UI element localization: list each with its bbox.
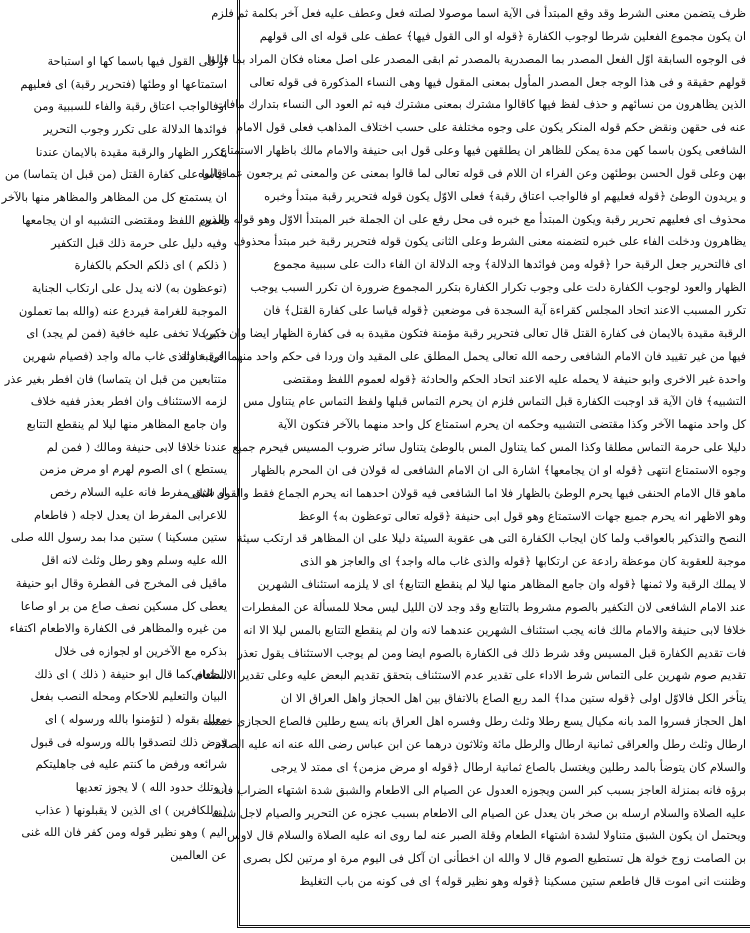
margin-line: يستطع ) اى الصوم لهرم او مرض مزمن: [39, 462, 227, 477]
main-line: تقديم صوم شهرين على التماس شرط الاداء على تقدير عدم الاستئناف بتحقق تقديم البعض عليه وعلى تقدير الاستئناف: [191, 668, 746, 683]
margin-line: عندنا خلافا لابى حنيفة ومالك ( فمن لم: [46, 439, 227, 454]
margin-line: اوفالواجب اعتاق رقبة والفاء للسببية ومن: [33, 99, 227, 114]
main-line: عليه الصلاة والسلام ارسله بن صخر بان يعدل عن الصيام الى الاطعام بسبب عجزه عن التحرير والصيام لاجل شبقه: [211, 805, 746, 820]
main-line: فات تقديم الكفارة قبل المسيس وقد شرط ذلك فى الكفارة بالصوم ايضا ومن لم يوجب الاستئناف يقول تعذر: [237, 645, 746, 660]
main-line: ماهو قال الامام الحنفى فيها يحرم الوطئ بالظهار فلا اما الشافعى فيه قولان احدهما انه يحرم الجماع فقط والقول الثانى: [186, 485, 746, 500]
margin-line: متتابعين من قبل ان يتماسا) فان افطر بغير عذر: [4, 371, 227, 386]
main-line: وجوه الاستمتاع انتهى ﴿قوله او ان يجامعها﴾ اشارة الى ان الامام الشافعى له قولان فى ان المحرم بالظهار: [251, 462, 746, 477]
margin-line: لعموم اللفظ ومقتضى التشبيه او ان يجامعها: [21, 212, 227, 227]
main-line: اى فالتحرير جعل الرقبة حرا ﴿قوله ومن فوائدها الدلالة﴾ وجه الدلالة ان الفاء دالت على سببية مجموع: [273, 257, 746, 272]
margin-line: البيان والتعليم للاحكام ومحله النصب بفعل: [30, 689, 227, 704]
margin-line: الطعام كما قال ابو حنيفة ( ذلك ) اى ذلك: [34, 666, 227, 681]
margin-line: الرقبة والذى غاب ماله واجد (فصيام شهرين: [22, 348, 227, 363]
margin-line: ( وللكافرين ) اى الذين لا يقبلونها ( عذاب: [35, 802, 227, 817]
main-line: عند الامام الشافعى لان التكفير بالصوم مشروط بالتتابع وقد وجد لان الليل ليس محلا للمسألة عن المفطرات: [241, 599, 746, 614]
margin-line: فوائدها الدلالة على تكرر وجوب التحرير: [43, 122, 227, 137]
margin-line: معلل بقوله ( لتؤمنوا بالله ورسوله ) اى: [44, 711, 227, 726]
main-line: عنه فى حقهن ونقض حكم قوله المنكر يكون على وجوه مختلفة على حسب اختلاف المذاهب فعلى قول الامام: [235, 120, 746, 135]
margin-line: فرض ذلك لتصدقوا بالله ورسوله فى قبول: [30, 734, 227, 749]
margin-line: من غيره والمظاهر فى الكفارة والاطعام اكتفاء: [9, 621, 227, 636]
main-line: خلافا لابى حنيفة والامام مالك فانه يجب استئناف الشهرين عندهما لانه وان لم ينقطع التتابع بالمس ليلا الا انه: [243, 622, 746, 637]
margin-line: يعطى كل مسكين نصف صاع من بر او صاعا: [20, 598, 227, 613]
margin-line: للاعرابى المفرط ان يعدل لاجله ( فاطعام: [33, 507, 227, 522]
main-line: قولهم حقيقة و فى هذا الوجه جعل المصدر المأول بمعنى المقول فيها وهى النساء المذكورة فى قوله تعالى: [249, 74, 746, 89]
main-line: يتأخر الكل فالاوّل اولى ﴿قوله ستين مدا﴾ المد ربع الصاع بالاتفاق بين اهل الحجاز واهل العراق الا ان: [280, 691, 746, 706]
margin-line: شرائعه ورفض ما كنتم عليه فى جاهليتكم: [35, 757, 227, 772]
margin-line: لزمه الاستئناف وان افطر بعذر ففيه خلاف: [30, 394, 227, 409]
main-line: ارطال وثلث رطل والعراقى ثمانية ارطال والرطل مائة وثلاثون درهما عن ابن عباس رضى الله عنه انه عليه الصلاة: [215, 737, 746, 751]
main-line: ان يكون مجموع الفعلين شرطا لوجوب الكفارة ﴿قوله او الى القول فيها﴾ عطف على قوله اى الى قولهم: [259, 28, 746, 43]
margin-line: وان جامع المظاهر منها ليلا لم ينقطع التتابع: [26, 417, 227, 431]
main-line: ظرف يتضمن معنى الشرط وقد وقع المبتدأ فى الآية اسما موصولا لصلته فعل وعطف عليه فعل آخر بكلمة ثم فلزم: [211, 6, 746, 20]
main-line: [246, 893, 746, 916]
main-line: والسلام كان يتوضأ بالمد رطلين ويغتسل بالصاع ثمانية ارطال ﴿قوله او مرض مزمن﴾ اى ممتد لا يرجى: [270, 759, 746, 774]
main-line: و يريدون الوطئ ﴿قوله فعليهم او فالواجب اعتاق رقبة﴾ فعلى الاوّل يكون قوله فتحرير رقبة مبتدأ وخبره: [264, 188, 746, 203]
main-line: موجبة للعقوبة كان موعظة رادعة عن ارتكابها ﴿قوله والذى غاب ماله واجد﴾ اى والعاجز هو الذى: [300, 554, 746, 569]
main-line: لا يملك الرقبة ولا ثمنها ﴿قوله وان جامع المظاهر منها ليلا لم ينقطع التتابع﴾ اى لا يلزمه استئناف الشهرين: [257, 577, 746, 592]
margin-line: الله عليه وسلم وهو رطل وثلث لانه اقل: [41, 553, 227, 568]
margin-line: ان يستمتع كل من المظاهر والمظاهر منها بالآخر: [1, 190, 227, 205]
margin-line: او شبق مفرط فانه عليه السلام رخص: [50, 485, 227, 500]
margin-line: استمتاعها او وطئها (فتحرير رقبة) اى فعليهم: [20, 76, 227, 91]
main-line: وهو الاظهر انه يحرم جميع جهات الاستمتاع وهو قول ابى حنيفة ﴿قوله تعالى توعظون به﴾ الوعظ: [298, 508, 746, 523]
margin-line: ( وتلك حدود الله ) لا يجوز تعديها: [75, 780, 227, 794]
margin-line: بذكره مع الآخرين او لجوازه فى خلال: [54, 643, 227, 658]
main-line: واحدة غير الاخرى وابو حنيفة لا يحمله عليه الاعند اتحاد الحكم والحادثة ﴿قوله لعموم اللفظ ومقتضى: [282, 371, 746, 386]
main-line: الشافعى يكون باسما كهن مدة يمكن للظاهر ان يطلقهن فيها وعلى قول ابى حنيفة والامام مالك باظهار الاستمتاع: [220, 143, 746, 158]
main-line: الظهار والعود لوجوب الكفارة دلت على وجوب تكرار الكفارة بتكرر المجموع ضرورة ان تكرر السبب يوجب: [250, 280, 746, 295]
margin-line: او الى القول فيها باسما كها او استباحة: [47, 54, 227, 68]
main-line: بن الصامت زوج خولة هل تستطيع الصوم قال لا والله ان اخطأنى ان آكل فى اليوم مرة او مرتين لكل بصرى: [242, 851, 746, 866]
main-line: دليلا على حرمة التماس مطلقا وكذا المس كما يتناول المس بالوطئ يتناول سائر ضروب المسيس فيحرم جميع: [232, 440, 746, 455]
main-line: الذين يظاهرون من نسائهم و حذف لفظ فيها كاقالوا مشترك بمعنى مشترك فيه ثم العود الى النساء بتدارك مافات: [215, 97, 746, 112]
main-line: بهن وعلى قول الحسن بوطئهن وعن الفراء ان اللام فى قوله تعالى لما قالوا بمعنى عن والمعنى ثم يرجعون عما قالوه: [198, 165, 746, 180]
margin-line: (توعظون به) لانه يدل على ارتكاب الجناية: [31, 280, 227, 295]
main-line: فيها من غير تقييد فان الامام الشافعى رحمه الله تعالى يحمل المطلق على المقيد وان وردا فى حكم واحد منهما فى حادثة: [180, 348, 746, 363]
main-line: النصح والتذكير بالعواقب ولما كان ايجاب الكفارة التى هى عقوبة السيئة دليلا على ان المظاهر قد ارتكب سيئة: [236, 531, 746, 546]
margin-line: خبير) لا تخفى عليه خافية (فمن لم يجد) اى: [26, 326, 227, 341]
margin-line: اليم ) وهو نظير قوله ومن كفر فان الله غنى: [21, 825, 227, 840]
main-line: محذوف اى فعليهم تحرير رقبة ويكون المبتدأ مع خبره فى محل رفع على ان الجملة خبر المبتدأ الاوّل وهو قوله والذين: [199, 211, 746, 226]
margin-line: الموجبة للغرامة فيردع عنه (والله بما تعملون: [18, 303, 227, 318]
main-line: يظاهرون ودخلت الفاء على خبره لتضمنه معنى الشرط وعلى الثانى يكون قوله فتحرير رقبة خبر مبتدأ محذوف: [233, 234, 746, 249]
margin-commentary: [1, 50, 227, 863]
margin-line: قياسا على كفارة القتل (من قبل ان يتماسا) من: [4, 167, 227, 182]
margin-line: وفيه دليل على حرمة ذلك قبل التكفير: [51, 235, 227, 250]
main-line: فى الوجوه السابقة اوّل الفعل المصدر بما المصدرية بالمصدر ثم ابقى المصدر على اصل معناه فكان المراد بما قالوا: [207, 51, 746, 66]
margin-line: بتكرر الظهار والرقبة مقيدة بالايمان عندنا: [35, 144, 227, 159]
margin-line: ( ذلكم ) اى ذلكم الحكم بالكفارة: [74, 258, 227, 273]
margin-line: ستين مسكينا ) ستين مدا بمد رسول الله صلى: [10, 530, 227, 545]
margin-line: ماقيل فى المخرج فى الفطرة وقال ابو حنيفة: [15, 575, 227, 590]
margin-line: عن العالمين: [170, 848, 227, 863]
main-line: برؤه فانه بمنزلة العاجز بسبب كبر السن ويجوزه العدول عن الصيام الى الاطعام والشبق شدة اشتهاء الضراب فانه: [214, 782, 746, 797]
main-line: كل واحد منهما الآخر وكذا مقتضى التشبيه وحكمه ان يحرم استمتاع كل واحد منهما بالآخر فتكون الآية: [277, 417, 746, 432]
main-line: تكرر المسبب الاعند اتحاد المجلس كقراءة آية السجدة فى موضعين ﴿قوله قياسا على كفارة القتل﴾ فان: [263, 302, 746, 317]
main-line: ويحتمل ان يكون الشبق متناولا لشدة اشتهاء الطعام وقلة الصبر عنه لما روى انه عليه الصلاة والسلام قال لاوس: [227, 828, 746, 843]
main-line: اهل الحجاز فسروا المد بانه مكيال يسع رطلا وثلث رطل وفسره اهل العراق بانه يسع رطلين فالصاع الحجازى خمسة: [202, 714, 746, 729]
main-line: التشبيه﴾ فان الآية قد اوجبت الكفارة قبل التماس فلزم ان يحرم التماس قبلها ولفظ التماس عام يتناول مس: [243, 394, 746, 409]
main-line: الرقبة مقيدة بالايمان فى كفارة القتل قال تعالى فتحرير رقبة مؤمنة فتكون مقيدة به فى كفارة الظهار ايضا وان ذكرت: [197, 325, 746, 340]
main-line: وظننت انى اموت قال فاطعم ستين مسكينا ﴿قوله وهو نظير قوله﴾ اى فى كونه من باب التغليظ: [299, 874, 746, 889]
